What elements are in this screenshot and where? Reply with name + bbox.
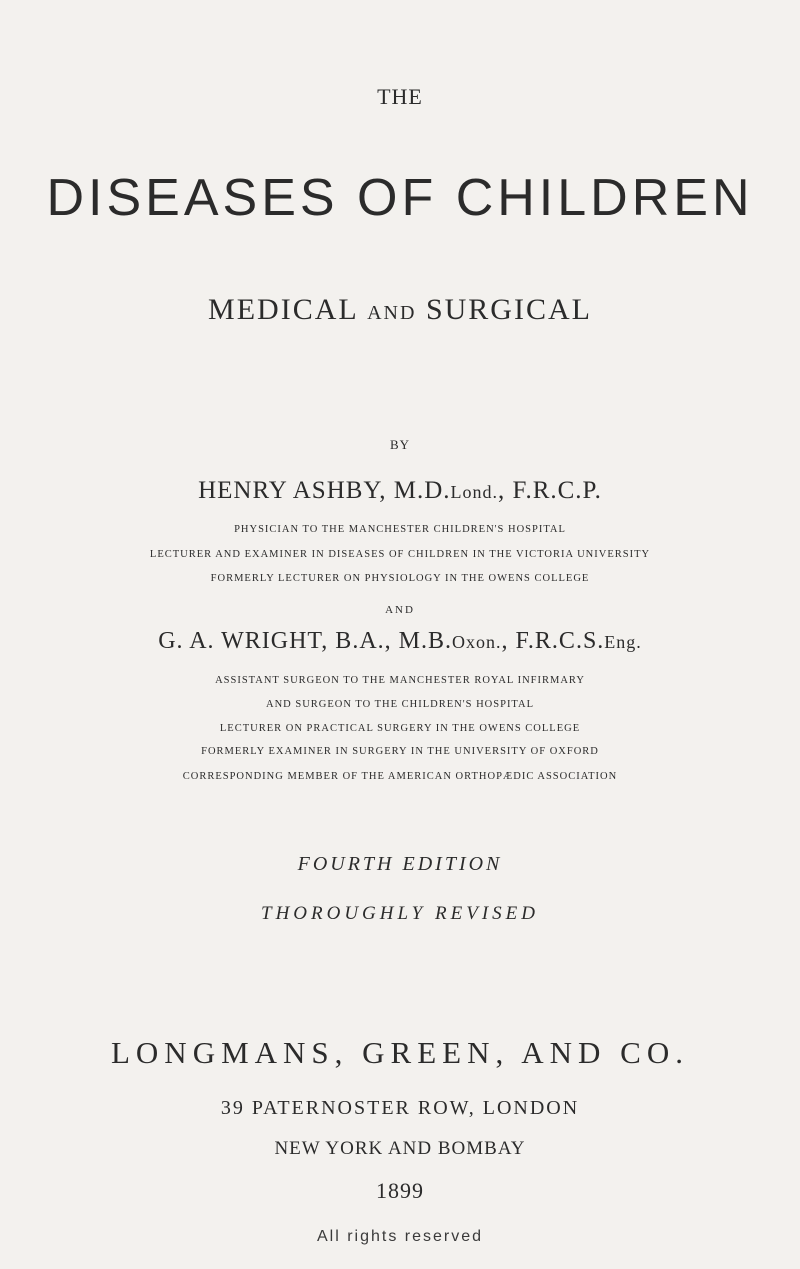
subtitle-and: AND [367, 302, 417, 324]
author-ga-wright [0, 628, 800, 655]
publisher-cities: NEW YORK AND BOMBAY [274, 1138, 526, 1159]
author1-credential-3: FORMERLY LECTURER ON PHYSIOLOGY IN THE OWENS COLLEGE [210, 573, 590, 584]
author1-credential-1: PHYSICIAN TO THE MANCHESTER CHILDREN'S HOSPITAL [234, 524, 566, 535]
edition-label: FOURTH EDITION [297, 853, 503, 875]
authors-and-separator: AND [385, 604, 415, 616]
publisher-name: LONGMANS, GREEN, AND CO. [110, 1035, 689, 1070]
author1-name: HENRY ASHBY, M.D. [198, 477, 451, 504]
author1-credential-2: LECTURER AND EXAMINER IN DISEASES OF CHILDREN IN THE VICTORIA UNIVERSITY [149, 549, 651, 560]
author2-degree: Oxon. [452, 632, 502, 652]
author2-degree-2: Eng. [604, 632, 642, 652]
author1-degree: Lond. [450, 482, 499, 502]
publisher-address: 39 PATERNOSTER ROW, LONDON [220, 1097, 580, 1119]
author2-credential-1: ASSISTANT SURGEON TO THE MANCHESTER ROYAL INFIRMARY [215, 675, 585, 686]
author2-credential-4: FORMERLY EXAMINER IN SURGERY IN THE UNIVERSITY OF OXFORD [201, 746, 599, 757]
author-henry-ashby [0, 477, 800, 505]
pre-title: THE [377, 84, 423, 109]
book-title: DISEASES OF CHILDREN [46, 169, 754, 227]
author2-credential-2: AND SURGEON TO THE CHILDREN'S HOSPITAL [265, 699, 535, 710]
author2-credential-3: LECTURER ON PRACTICAL SURGERY IN THE OWENS COLLEGE [219, 723, 581, 734]
publication-year: 1899 [376, 1178, 424, 1203]
rights-notice: All rights reserved [316, 1228, 484, 1245]
revised-label: THOROUGHLY REVISED [261, 903, 539, 924]
author2-name: G. A. WRIGHT, B.A., M.B. [158, 628, 452, 654]
book-subtitle [0, 293, 800, 327]
subtitle-surgical: SURGICAL [425, 293, 592, 326]
by-label: BY [389, 437, 411, 452]
author2-mid: , F.R.C.S. [501, 628, 605, 654]
author1-suffix: , F.R.C.P. [498, 477, 602, 504]
subtitle-medical: MEDICAL [208, 293, 358, 326]
author2-credential-5: CORRESPONDING MEMBER OF THE AMERICAN ORTHOPÆDIC ASSOCIATION [182, 771, 618, 782]
